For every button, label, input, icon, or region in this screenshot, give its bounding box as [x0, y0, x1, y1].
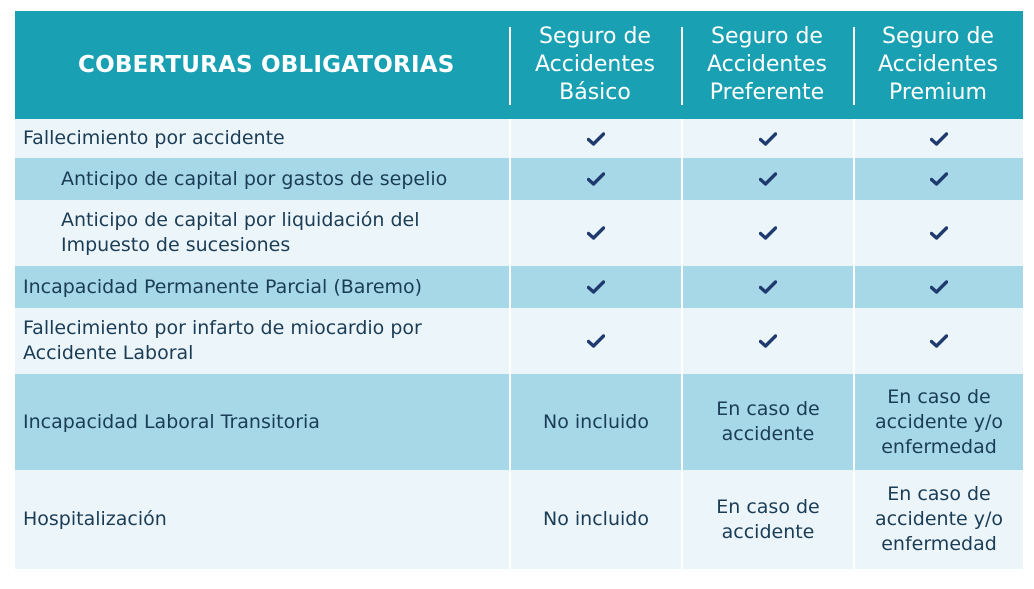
coverage-label-text: Anticipo de capital por liquidación del Impuesto de sucesiones: [61, 209, 420, 256]
value-cell: [853, 374, 1023, 470]
checkmark-icon: [759, 226, 777, 240]
coverage-label: [15, 158, 509, 200]
coverage-label-text: Fallecimiento por infarto de miocardio por Accidente Laboral: [23, 317, 422, 364]
column-header-preferente: [681, 11, 853, 119]
checkmark-icon: [759, 280, 777, 294]
table-title: COBERTURAS OBLIGATORIAS: [15, 11, 509, 119]
value-cell: [853, 308, 1023, 374]
checkmark-icon: [930, 132, 948, 146]
coverage-value-text: No incluido: [543, 508, 649, 530]
value-cell: [853, 470, 1023, 569]
checkmark-icon: [930, 226, 948, 240]
coverage-label: [15, 119, 509, 158]
value-cell: [509, 308, 681, 374]
checkmark-icon: [759, 132, 777, 146]
coverage-value-text: En caso de accidente: [716, 398, 820, 445]
coverage-label-text: Hospitalización: [23, 508, 167, 530]
value-cell: [681, 374, 853, 470]
plan-name-premium: Seguro de Accidentes Premium: [877, 24, 999, 105]
checkmark-icon: [587, 334, 605, 348]
coverage-label-text: Incapacidad Laboral Transitoria: [23, 410, 320, 433]
plan-name-basico: Seguro de Accidentes Básico: [534, 24, 656, 105]
value-cell: [681, 266, 853, 308]
value-cell: [853, 119, 1023, 158]
value-cell: [509, 470, 681, 569]
coverage-value-text: No incluido: [543, 410, 649, 433]
checkmark-icon: [587, 172, 605, 186]
coverage-value-text: En caso de accidente y/o enfermedad: [874, 385, 1004, 458]
coverage-label: [15, 308, 509, 374]
value-cell: [681, 158, 853, 200]
coverage-label: [15, 470, 509, 569]
checkmark-icon: [587, 132, 605, 146]
coverage-value-text: En caso de accidente y/o enfermedad: [874, 483, 1004, 555]
value-cell: [509, 374, 681, 470]
checkmark-icon: [930, 172, 948, 186]
value-cell: [509, 158, 681, 200]
checkmark-icon: [587, 280, 605, 294]
coverage-label: [15, 200, 509, 266]
coverage-label-text: Anticipo de capital por gastos de sepelio: [61, 167, 448, 190]
column-header-basico: [509, 11, 681, 119]
value-cell: [509, 119, 681, 158]
plan-name-preferente: Seguro de Accidentes Preferente: [706, 24, 828, 105]
checkmark-icon: [930, 334, 948, 348]
checkmark-icon: [759, 172, 777, 186]
value-cell: [509, 200, 681, 266]
value-cell: [681, 470, 853, 569]
checkmark-icon: [930, 280, 948, 294]
coverage-label-text: Incapacidad Permanente Parcial (Baremo): [23, 275, 423, 298]
value-cell: [853, 200, 1023, 266]
value-cell: [681, 200, 853, 266]
value-cell: [853, 158, 1023, 200]
coverage-label-text: Fallecimiento por accidente: [23, 127, 285, 149]
checkmark-icon: [587, 226, 605, 240]
value-cell: [681, 308, 853, 374]
coverage-comparison-table: [15, 11, 1023, 569]
checkmark-icon: [759, 334, 777, 348]
coverage-label: [15, 374, 509, 470]
value-cell: [853, 266, 1023, 308]
column-header-premium: [853, 11, 1023, 119]
value-cell: [509, 266, 681, 308]
coverage-value-text: En caso de accidente: [716, 495, 820, 543]
coverage-label: [15, 266, 509, 308]
value-cell: [681, 119, 853, 158]
